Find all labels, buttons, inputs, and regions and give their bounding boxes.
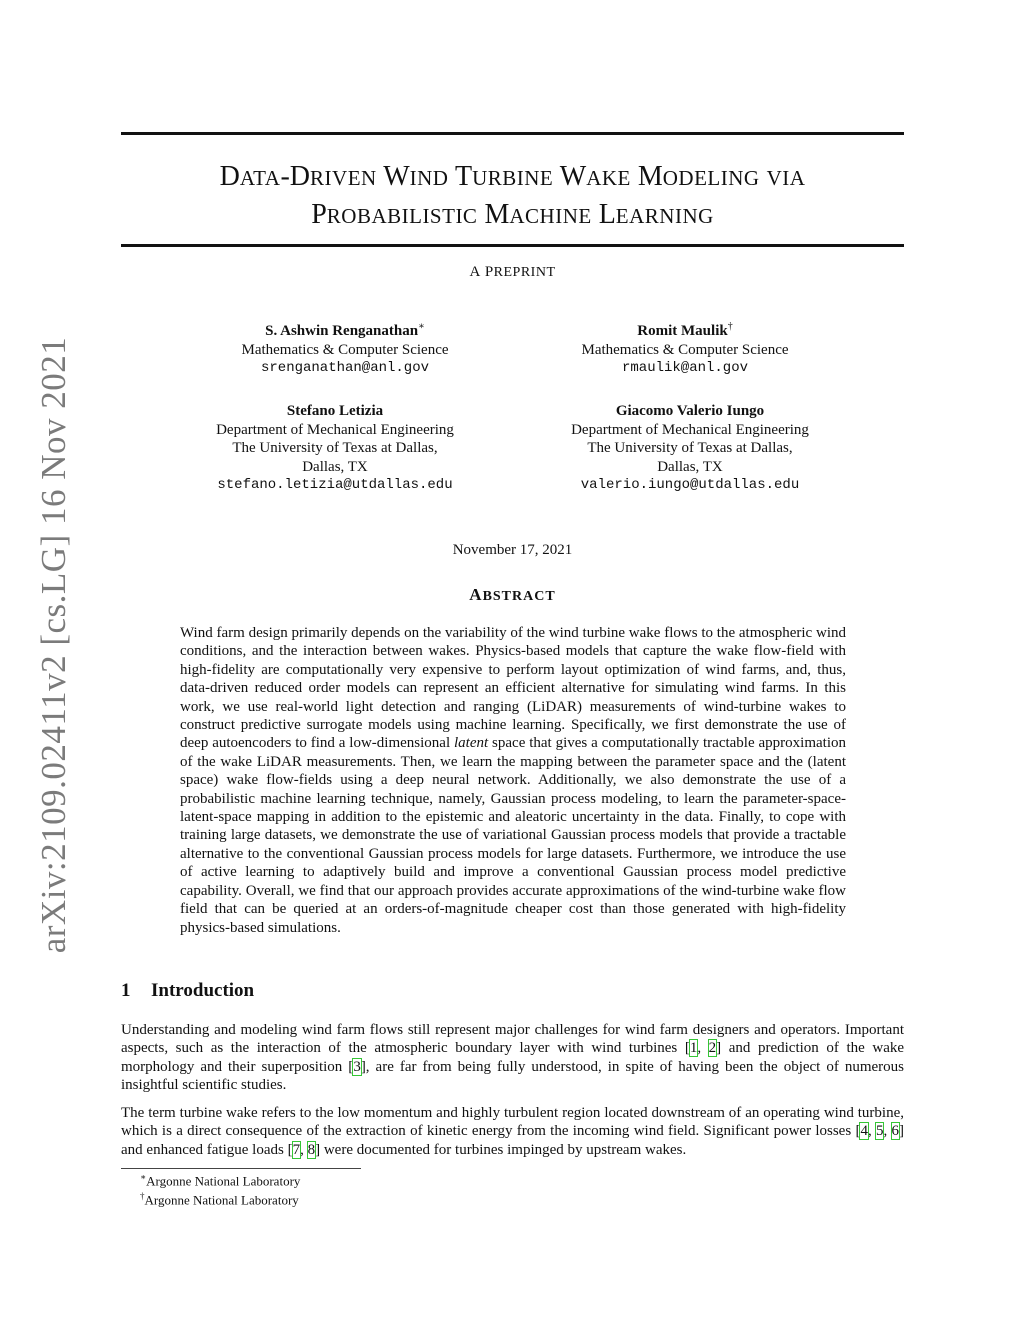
title-separator: - [280,161,290,192]
title-separator [631,161,638,192]
citation-link[interactable]: 7 [292,1141,301,1158]
title-word-rest: ATA [239,166,281,190]
paragraph-text: , [883,1123,892,1140]
publication-date: November 17, 2021 [452,542,573,558]
author-email: srenganathan@anl.gov [260,360,430,376]
author-email: stefano.letizia@utdallas.edu [217,477,453,493]
title-word-rest: VIA [766,166,806,190]
title-line-1 [121,160,904,198]
abstract-text: Wind farm design primarily depends on the variability of the wind turbine wake flows to the atmospheric wind conditions, and the interaction between wakes. Physics-based models that capture the wake flow-field with high-fidelity are computationally very expensive to perform layout optimization of wind farms, and, thus, data-driven reduced order models can represent an efficient alternative for simulating wind farms. In this work, we use real-world light detection and ranging (LiDAR) measurements of wind-turbine wakes to construct predictive surrogate models using machine learning. Specifically, we first demonstrate the use of deep autoencoders to find a low-dimensional [180,625,846,752]
abstract-heading-rest: BSTRACT [482,589,556,604]
title-word-rest: ROBABILISTIC [326,204,478,228]
title-capital: T [454,161,473,192]
author-affiliation: The University of Texas at Dallas, [587,440,793,456]
paper-title [121,160,904,236]
author-block [540,402,840,495]
author-affiliation: Department of Mechanical Engineering [571,421,809,438]
abstract-heading-cap: A [469,585,483,604]
title-word-rest: AKE [586,166,631,190]
citation-link[interactable]: 1 [689,1040,698,1057]
title-separator [592,199,599,230]
author-email: valerio.iungo@utdallas.edu [580,477,800,493]
author-name: Stefano Letizia [286,403,384,419]
preprint-rest: REPRINT [493,265,556,280]
title-capital: D [219,161,240,192]
citation-link[interactable]: 8 [307,1141,316,1158]
paragraph-text: , [300,1141,308,1158]
title-rule-bottom [121,244,904,247]
title-rule-top [121,132,904,135]
paragraph-text: ] and enhanced fatigue loads [ [121,1123,905,1158]
footnote [140,1191,299,1208]
title-word-rest: ODELING [662,166,760,190]
author-affiliation: Dallas, TX [657,458,723,475]
title-word-rest: RIVEN [310,166,377,190]
title-capital: W [383,161,410,192]
title-word-rest: URBINE [472,166,554,190]
title-capital: P [311,199,327,230]
footnote-mark: † [140,1191,145,1201]
paragraph-text: ], are far from being fully understood, in spite of having been the object of numerous insightful scientific studies. [121,1058,904,1094]
body-paragraph [121,1021,904,1095]
abstract-text: space that gives a computationally tractable approximation of the wake LiDAR measurements. Then, we learn the mapping between the parameter space and the (latent space) wake flow-fields using a deep neural network. Additionally, we also demonstrate the use of a probabilistic machine learning technique, namely, Gaussian process modeling, to learn the parameter-space-latent-space mapping in addition to the epistemic and aleatoric uncertainty in the data. Finally, to cope with training large datasets, we demonstrate the use of variational Gaussian process models that provide a tractable alternative to the conventional Gaussian process models for large datasets. Furthermore, we introduce the use of active learning to adaptively build and improve a conventional Gaussian process model predictive capability. Overall, we find that our approach provides accurate approximations of the wind-turbine wake flow field that can be queried at an orders-of-magnitude cheaper cost than those generated with high-fidelity physics-based simulations. [180,735,846,936]
author-affiliation: Mathematics & Computer Science [241,341,449,358]
abstract-heading [121,585,904,605]
body-paragraph [121,1104,904,1159]
citation-link[interactable]: 2 [708,1040,717,1057]
author-name-line [535,318,835,341]
title-separator [760,161,767,192]
footnote-text: Argonne National Laboratory [144,1192,299,1208]
title-capital: D [289,161,311,192]
paragraph-text: , [867,1123,876,1140]
author-block [195,318,495,378]
paragraph-text: Understanding and modeling wind farm flows still represent major challenges for wind farm designers and operators. Important aspects, such as the interaction of the atmospheric boundary layer with wind turbines [ [121,1022,904,1057]
footnote-mark: † [727,321,733,332]
author-name: Giacomo Valerio Iungo [615,403,765,419]
abstract-body [180,624,846,937]
author-name-line [185,402,485,421]
author-block [185,402,485,495]
preprint-label [121,264,904,281]
paragraph-text: ] were documented for turbines impinged by upstream wakes. [315,1141,687,1158]
footnote-mark: ∗ [418,321,425,332]
paragraph-text: The term turbine wake refers to the low momentum and highly turbulent region located downstream of an operating wind turbine, which is a direct consequence of the extraction of kinetic energy from the incoming wind field. Significant power losses [ [121,1105,904,1140]
preprint-cap-a: A [469,264,481,280]
citation-link[interactable]: 6 [891,1123,900,1140]
title-capital: W [559,161,587,192]
emphasis: latent [454,735,489,752]
paragraph-text: ] and prediction of the wake morphology and their superposition [ [121,1040,905,1075]
author-affiliation: The University of Texas at Dallas, [232,440,438,456]
section-heading [121,980,254,1002]
footnote-rule [121,1168,361,1169]
citation-link[interactable]: 5 [875,1123,884,1140]
section-title: Introduction [151,980,255,1001]
footnote [140,1172,300,1189]
title-word-rest: EARNING [615,204,714,228]
author-affiliation: Dallas, TX [302,458,368,475]
paragraph-text: , [697,1040,709,1057]
author-email: rmaulik@anl.gov [621,360,749,376]
title-line-2 [121,198,904,236]
footnote-text: Argonne National Laboratory [146,1173,301,1189]
author-affiliation: Department of Mechanical Engineering [216,421,454,438]
section-number: 1 [121,980,131,1001]
citation-link[interactable]: 4 [860,1123,868,1140]
title-word-rest: ACHINE [509,204,592,228]
title-capital: M [637,161,663,192]
title-word-rest: IND [409,166,449,190]
author-name-line [195,318,495,341]
author-block [535,318,835,378]
title-capital: M [484,199,510,230]
title-capital: L [598,199,616,230]
author-name: Romit Maulik [637,323,728,339]
author-name-line [540,402,840,421]
footnote-mark: ∗ [140,1172,147,1182]
preprint-cap-p: P [484,264,494,280]
author-name: S. Ashwin Renganathan [265,323,419,339]
citation-link[interactable]: 3 [353,1058,361,1075]
author-affiliation: Mathematics & Computer Science [581,341,789,358]
arxiv-identifier-stamp: arXiv:2109.02411v2 [cs.LG] 16 Nov 2021 [34,336,73,954]
